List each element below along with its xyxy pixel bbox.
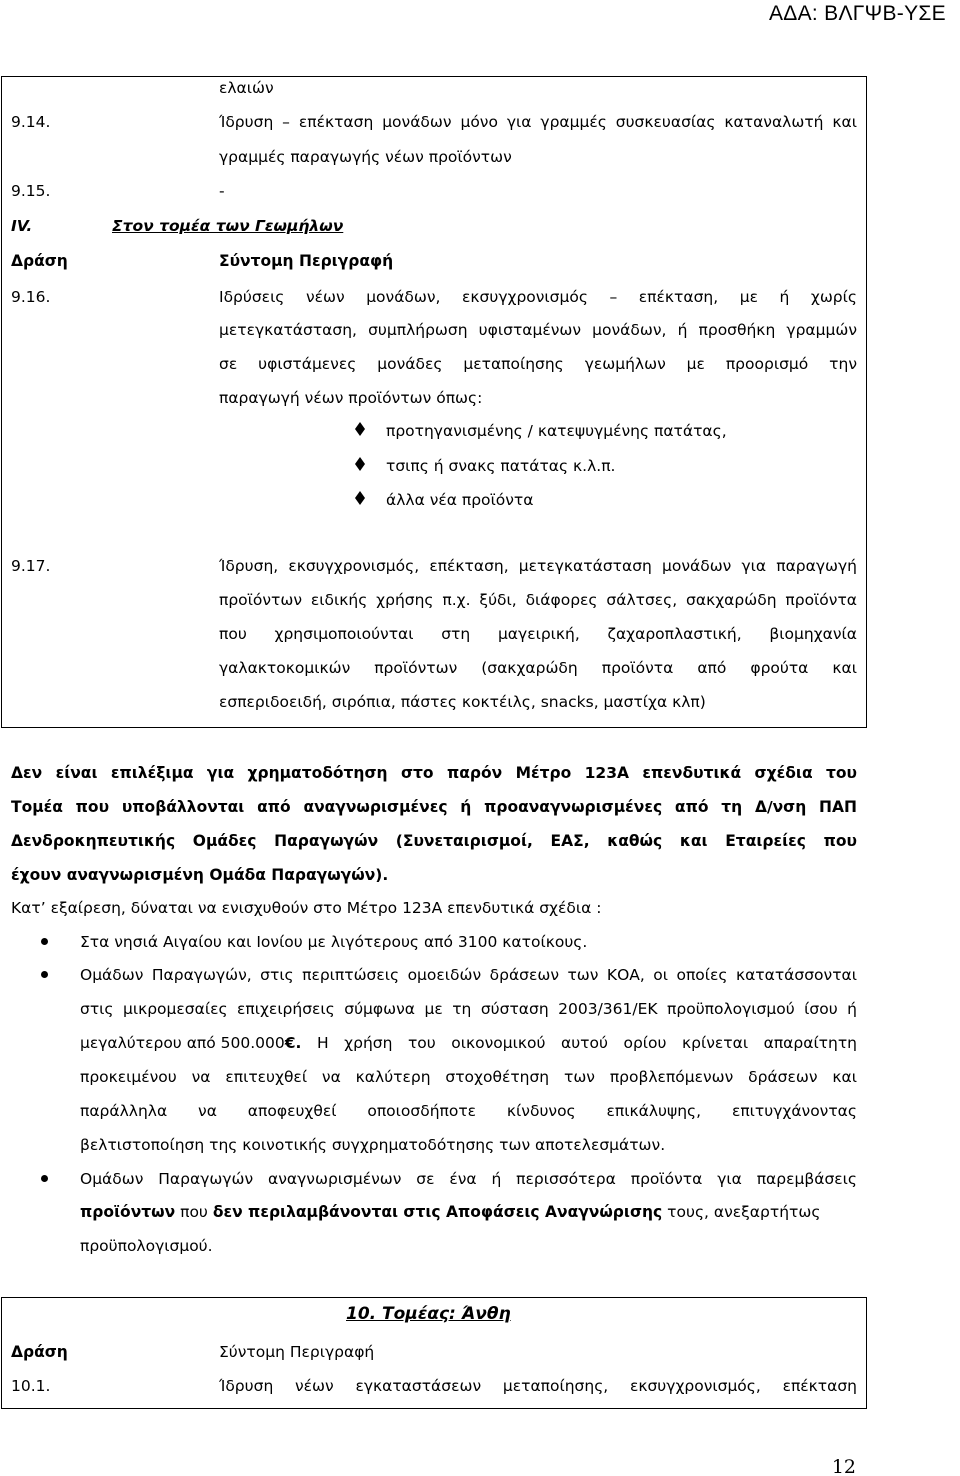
sector-title: Στον τομέα των Γεωμήλων: [112, 217, 344, 235]
table-row-code: 9.17.: [11, 557, 51, 575]
table-row-desc: Ίδρυση – επέκταση μονάδων μόνο για γραμμές συσκευασίας καταναλωτή και: [219, 113, 857, 131]
diamond-bullet-icon: [355, 422, 365, 436]
table-row-desc: γραμμές παραγωγής νέων προϊόντων: [219, 148, 512, 166]
table-row-desc: ελαιών: [219, 79, 274, 97]
table-row-desc: Ίδρυση, εκσυγχρονισμός, επέκταση, μετεγκατάσταση μονάδων για παραγωγή: [219, 557, 857, 575]
list-item: προτηγανισμένης / κατεψυγμένης πατάτας,: [386, 422, 727, 440]
list-item: προϋπολογισμού.: [80, 1237, 213, 1255]
table-row-code: 9.14.: [11, 113, 51, 131]
bullet-icon: [41, 1175, 48, 1182]
column-header-description: Σύντομη Περιγραφή: [219, 252, 394, 270]
exclusion-paragraph: Δεν είναι επιλέξιμα για χρηματοδότηση στο παρόν Μέτρο 123Α επενδυτικά σχέδια του: [11, 764, 857, 782]
list-item: Στα νησιά Αιγαίου και Ιονίου με λιγότερους από 3100 κατοίκους.: [80, 933, 588, 951]
bullet-icon: [41, 938, 48, 945]
list-item: βελτιστοποίηση της κοινοτικής συγχρηματοδότησης των αποτελεσμάτων.: [80, 1136, 666, 1154]
table-row-desc: Ίδρυση νέων εγκαταστάσεων μεταποίησης, εκσυγχρονισμός, επέκταση: [219, 1377, 857, 1395]
table-row-desc: μετεγκατάσταση, συμπλήρωση υφισταμένων μονάδων, ή προσθήκη γραμμών: [219, 321, 857, 339]
diamond-bullet-icon: [355, 457, 365, 471]
table-row-desc: -: [219, 182, 225, 200]
list-item: τσιπς ή σνακς πατάτας κ.λ.π.: [386, 457, 616, 475]
table-row-desc: σε υφιστάμενες μονάδες μεταποίησης γεωμήλων με προορισμό την: [219, 355, 857, 373]
sector-title: 10. Τομέας: Άνθη: [346, 1304, 511, 1324]
diamond-bullet-icon: [355, 491, 365, 505]
page-number: 12: [831, 1456, 856, 1476]
exclusion-paragraph: έχουν αναγνωρισμένη Ομάδα Παραγωγών).: [11, 866, 389, 884]
list-item: [80, 1033, 857, 1053]
table-row-desc: Ιδρύσεις νέων μονάδων, εκσυγχρονισμός – επέκταση, με ή χωρίς: [219, 288, 857, 306]
exclusion-paragraph: Δενδροκηπευτικής Ομάδες Παραγωγών (Συνεταιρισμοί, ΕΑΣ, καθώς και Εταιρείες που: [11, 832, 857, 850]
list-item-text: Η χρήση του οικονομικού αυτού ορίου κρίνεται απαραίτητη: [301, 1034, 857, 1052]
list-item: προκειμένου να επιτευχθεί να καλύτερη στοχοθέτηση των προβλεπόμενων δράσεων και: [80, 1068, 857, 1086]
table-row-desc: παραγωγή νέων προϊόντων όπως:: [219, 389, 483, 407]
table-row-desc: που χρησιμοποιούνται στη μαγειρική, ζαχαροπλαστική, βιομηχανία: [219, 625, 857, 643]
table-row-code: 9.15.: [11, 182, 51, 200]
exclusion-paragraph: Τομέα που υποβάλλονται από αναγνωρισμένες ή προαναγνωρισμένες από τη Δ/νση ΠΑΠ: [11, 798, 857, 816]
list-item: Ομάδων Παραγωγών αναγνωρισμένων σε ένα ή περισσότερα προϊόντα για παρεμβάσεις: [80, 1170, 857, 1188]
column-header-action: Δράση: [11, 1343, 68, 1361]
amount-text: μεγαλύτερου από 500.000€.: [80, 1034, 302, 1052]
table-row-desc: γαλακτοκομικών προϊόντων (σακχαρώδη προϊόντα από φρούτα και: [219, 659, 857, 677]
table-row-code: 9.16.: [11, 288, 51, 306]
bullet-icon: [41, 971, 48, 978]
list-item: παράλληλα να αποφευχθεί οποιοσδήποτε κίνδυνος επικάλυψης, επιτυγχάνοντας: [80, 1102, 857, 1120]
column-header-action: Δράση: [11, 252, 68, 270]
list-item: στις μικρομεσαίες επιχειρήσεις σύμφωνα με τη σύσταση 2003/361/ΕΚ προϋπολογισμού ίσου ή: [80, 1000, 857, 1018]
table-row-code: 10.1.: [11, 1377, 51, 1395]
ada-code: ΑΔΑ: ΒΛΓΨΒ-ΥΣΕ: [768, 2, 946, 25]
table-row-desc: προϊόντων ειδικής χρήσης π.χ. ξύδι, διάφορες σάλτσες, σακχαρώδη προϊόντα: [219, 591, 857, 609]
list-item: Ομάδων Παραγωγών, στις περιπτώσεις ομοειδών δράσεων των ΚΟΑ, οι οποίες κατατάσσονται: [80, 966, 857, 984]
list-item: προϊόντων που δεν περιλαμβάνονται στις Αποφάσεις Αναγνώρισης τους, ανεξαρτήτως: [80, 1203, 821, 1221]
list-item: άλλα νέα προϊόντα: [386, 491, 534, 509]
sector-number: IV.: [11, 217, 33, 235]
table-row-desc: εσπεριδοειδή, σιρόπια, πάστες κοκτέιλς, snacks, μαστίχα κλπ): [219, 693, 706, 711]
exception-intro: Κατ’ εξαίρεση, δύναται να ενισχυθούν στο Μέτρο 123Α επενδυτικά σχέδια :: [11, 899, 602, 917]
column-header-description: Σύντομη Περιγραφή: [219, 1343, 375, 1361]
